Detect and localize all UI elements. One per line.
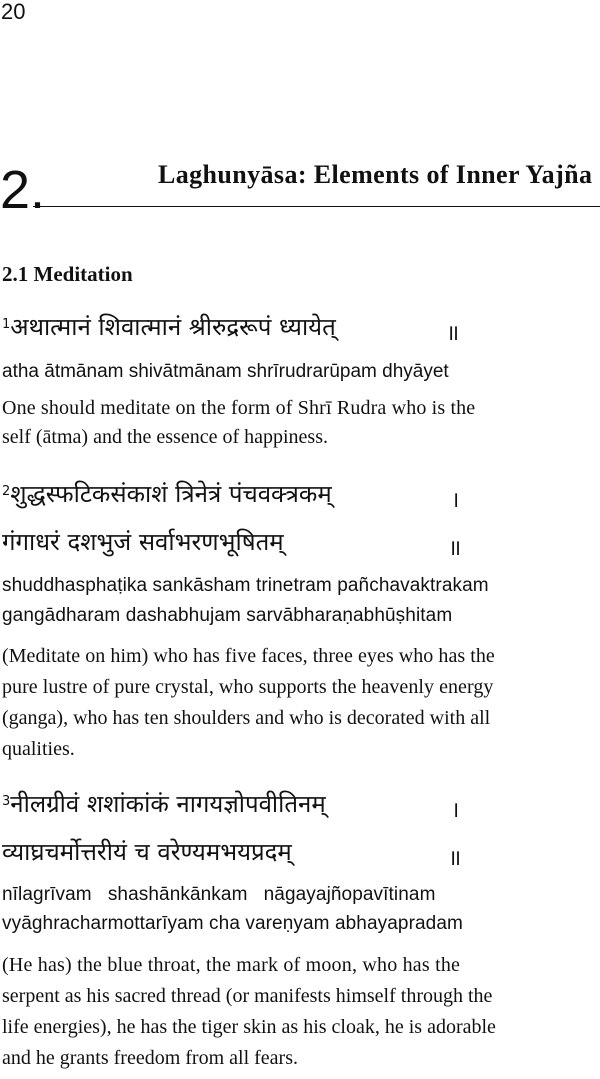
section-heading: 2.1 Meditation	[2, 262, 133, 286]
verse-3-translation-line-3: life energies), he has the tiger skin as his cloak, he is adorable	[2, 1016, 496, 1038]
verse-1-translation-line-1: One should meditate on the form of Shrī Rudra who is the	[2, 397, 476, 419]
chapter-rule	[33, 206, 600, 207]
verse-2-number: 2	[2, 484, 11, 499]
verse-3-translation-line-2: serpent as his sacred thread (or manifests himself through the	[2, 985, 493, 1007]
verse-1-line-1	[2, 313, 336, 341]
verse-2-translation-line-2: pure lustre of pure crystal, who supports the heavenly energy	[2, 676, 494, 698]
verse-3-translation-line-1: (He has) the blue throat, the mark of moon, who has the	[2, 954, 461, 976]
verse-3-devanagari-1: नीलग्रीवं शशांकांकं नागयज्ञोपवीतिनम्	[10, 790, 326, 818]
verse-3-transliteration-1: nīlagrīvam shashānkānkam nāgayajñopavītinam	[2, 884, 436, 905]
verse-2-devanagari-2: गंगाधरं दशभुजं सर्वाभरणभूषितम्	[2, 528, 284, 556]
page-number: 20	[1, 0, 26, 24]
verse-3-line-1	[2, 790, 326, 818]
chapter-title: Laghunyāsa: Elements of Inner Yajña	[158, 160, 593, 189]
verse-2-translation-line-3: (ganga), who has ten shoulders and who is decorated with all	[2, 707, 491, 729]
verse-1-danda: ॥	[446, 321, 460, 346]
verse-1-number: 1	[2, 317, 11, 332]
verse-3-devanagari-2: व्याघ्रचर्मोत्तरीयं च वरेण्यमभयप्रदम्	[2, 838, 292, 866]
verse-3-number: 3	[2, 794, 11, 809]
verse-2-translation-line-4: qualities.	[2, 738, 75, 760]
verse-1-devanagari: अथात्मानं शिवात्मानं श्रीरुद्ररूपं ध्यायेत्	[10, 313, 336, 341]
verse-3-danda-1: ।	[451, 798, 460, 823]
verse-3-transliteration-2: vyāghracharmottarīyam cha vareṇyam abhayapradam	[2, 913, 463, 934]
verse-1-translation-line-2: self (ātma) and the essence of happiness.	[2, 426, 328, 448]
verse-2-danda-1: ।	[451, 488, 460, 513]
chapter-number: 2.	[0, 160, 46, 220]
verse-3-danda-2: ॥	[448, 846, 462, 871]
verse-3-translation-line-4: and he grants freedom from all fears.	[2, 1047, 298, 1069]
verse-2-devanagari-1: शुद्धस्फटिकसंकाशं त्रिनेत्रं पंचवक्त्रकम्	[10, 480, 332, 508]
verse-2-danda-2: ॥	[448, 536, 462, 561]
verse-2-translation-line-1: (Meditate on him) who has five faces, three eyes who has the	[2, 645, 495, 667]
verse-2-transliteration-2: gangādharam dashabhujam sarvābharaṇabhūṣhitam	[2, 605, 453, 626]
verse-2-line-1	[2, 480, 332, 508]
verse-2-transliteration-1: shuddhasphaṭika sankāsham trinetram pañchavaktrakam	[2, 575, 489, 596]
verse-1-transliteration: atha ātmānam shivātmānam shrīrudrarūpam dhyāyet	[2, 361, 449, 382]
